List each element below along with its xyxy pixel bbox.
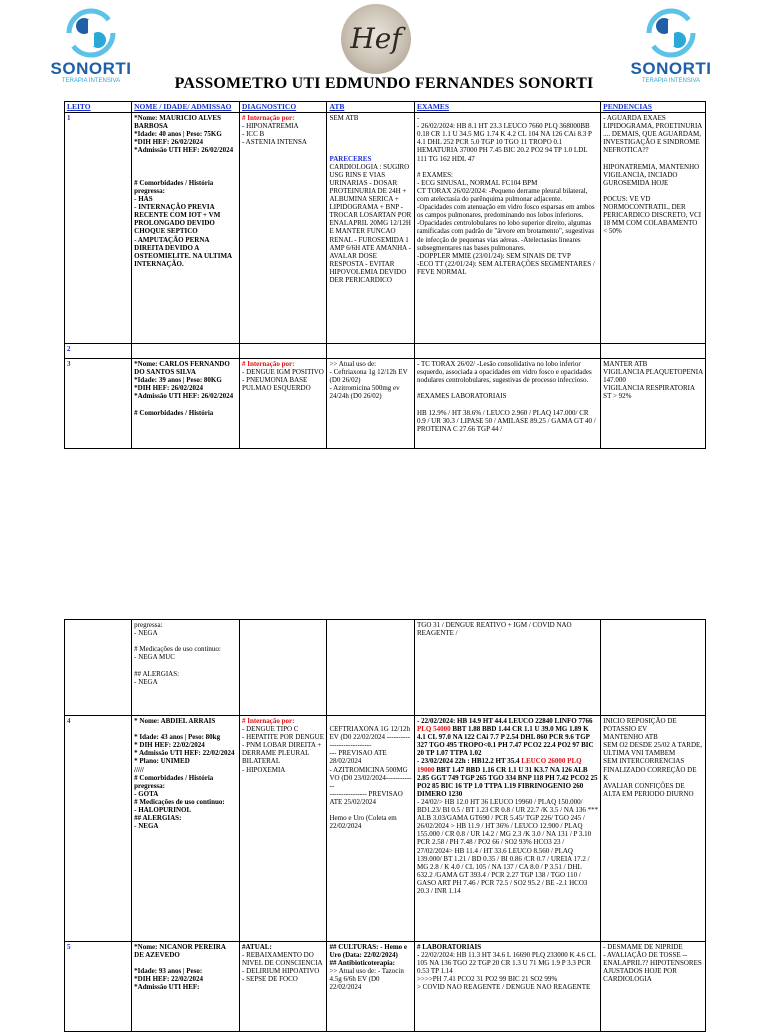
col-header-pendencias: PENDENCIAS (601, 102, 706, 113)
patient-table-page2 (64, 619, 706, 1032)
text-line: - NEGA MUC (134, 653, 175, 662)
text-line (329, 130, 412, 138)
text-line (329, 717, 412, 725)
exams-cell (414, 359, 600, 449)
col-header-diagnostico: DIAGNOSTICO (239, 102, 327, 113)
text-line: - SEPSE DE FOCO (241, 975, 298, 984)
text-line (417, 163, 598, 171)
text-line: >>>>PH 7.41 PCO2 31 PO2 99 BIC 21 SO2 99% (416, 975, 558, 984)
text-line: - AGUARDA EXAES LIPIDOGRAMA, PROETINURIA .... DEMAIS, QUE AGUARDAM, INVESTIGAÇÃO E SINDROME NEFROTICA?? (603, 114, 702, 155)
text-line: - Ceftriaxona 1g 12/12h EV (D0 26/02) (329, 368, 408, 385)
text-line: SEM O2 DESDE 25/02 A TARDE, ULTIMA VNI TAMBEM (603, 741, 703, 758)
text-line: VIGILANCIA PLAQUETOPENIA 147.000 (603, 368, 703, 385)
text-line: * Admissão UTI HEF: 22/02/2024 (134, 749, 235, 758)
empty-cell (132, 344, 240, 359)
pending-cell (601, 716, 706, 942)
cultures-title: ## CULTURAS: - Hemo e Uro (Data: 22/02/2024) (329, 943, 408, 960)
pending-cell (601, 359, 706, 449)
text-line: - 24/02/> HB 12.0 HT 36 LEUCO 19960 / PLAQ 150.000/ BD1.23/ BI 0.5 / BT 1.23 CR 0.8 / UR 22.7 /K 3.5 / NA 136 *** ALB 3.03/GAMA GT690 / PCR 5.45/ TGP 226/ TGO 245 / 26/02/2024 > HB 11.9 / HT 36% / LEUCO 12.900 / PLAQ 155.000 / CR 0.8 / UR 14.2 / MG 2.3 /K 3.0 / NA 131 / P 3.10 PCR 2.58 / PH 7.48 / PO2 66 / SO2 93% HCO3 23 / (416, 797, 599, 847)
text-line: ///// (134, 765, 144, 774)
logo-word-right: SONORTI (630, 59, 712, 78)
text-line: - PNM LOBAR DIREITA + DERRAME PLEURAL BILATERAL (241, 741, 322, 766)
text-line: Hemo e Uro (Coleta em 22/02/2024 (329, 814, 397, 831)
bed-number: 2 (65, 344, 132, 359)
text-line: - AMPUTAÇÃO PERNA DIREITA DEVIDO A OSTEOMIELITE. NA ULTIMA INTERNAÇÃO. (134, 235, 232, 268)
col-header-exames: EXAMES (414, 102, 600, 113)
text-line: VIGILANCIA RESPIRATORIA ST > 92% (603, 384, 695, 401)
diagnosis-cell (239, 359, 327, 449)
text-line: # Comorbidades / História (134, 408, 214, 417)
text-line: MANTER ATB (603, 360, 648, 369)
diagnosis-list (242, 725, 325, 774)
text-line: -DOPPLER MMIE (23/01/24): SEM SINAIS DE TVP (416, 251, 571, 260)
empty-cell (327, 344, 415, 359)
atb-list (329, 114, 412, 154)
exam-line-22-02: - 22/02/2024: HB 14.9 HT 44.4 LEUCO 22840 LINFO 7766 PLQ 54000 BBT 1.88 BBD 1.44 CR 1.1 U 39.0 MG 1.89 K 4.1 CL 97.0 NA 122 CAi 7.7 P 2.54 DHL 860 PCR 9.6 TGP 327 TGO 495 TROPO<0.1 PH 7.47 PCO2 22.4 PO2 97 BIC 20 TP 1.07 TTPA 1.02 (416, 717, 594, 758)
table-row (65, 344, 706, 359)
text-line: > COVID NAO REAGENTE / DENGUE NAO REAGENTE (416, 983, 591, 992)
hef-logo-text: Hef (350, 22, 402, 55)
text-line: >> Atual uso de: - Tazocin 4.5g 6/6h EV (D0 22/02/2024 (329, 967, 404, 992)
bed-number: 5 (65, 942, 132, 1032)
text-line: *DIH HEF: 26/02/2024 (134, 384, 203, 393)
text-line: AVALIAR CONFIÇÕES DE ALTA EM PERIODO DIURNO (603, 781, 694, 798)
text-line: *Idade: 40 anos | Peso: 75KG (134, 130, 222, 139)
text-line: CEFTRIAXONA 1G 12/12h EV (D0 22/02/2024 ---------------------------- (329, 725, 411, 750)
diagnosis-title: # Internação por: (241, 114, 295, 123)
text-line: # Medicações de uso continuo: (134, 797, 225, 806)
text-line (329, 146, 412, 154)
text-line: *Nome: MAURICIO ALVES BARBOSA (134, 114, 221, 131)
text-line: CT TORAX 26/02/2024: -Pequeno derrame pleural bilateral, com atelectasia do parênquima pulmonar adjacente. (416, 186, 588, 204)
atb-cell (327, 113, 415, 344)
diagnosis-title: # Internação por: (241, 360, 295, 369)
bed-number: 1 (65, 113, 132, 344)
pareceres-list (329, 163, 412, 284)
text-line: - HIPONATREMIA (241, 122, 299, 131)
text-line: * Idade: 43 anos | Peso: 80kg (134, 733, 221, 742)
text-line: GASO ART PH 7.46 / PCR 72.5 / SO2 95.2 / BE -2.1 HCO3 20.3 / INR 1.14 (416, 878, 588, 895)
patient-info-cell (132, 113, 240, 344)
diagnosis-list (242, 951, 325, 983)
empty-cell (65, 620, 132, 716)
text-line: - Azitromicina 500mg ev 24/24h (D0 26/02) (329, 384, 400, 401)
exams-cell (414, 942, 600, 1032)
text-line: - HIPOXEMIA (241, 765, 286, 774)
text-line: - DESMAME DE NIPRIDE (603, 943, 683, 951)
text-line: HIPONATREMIA, MANTENHO VIGILANCIA, INCIADO GUROSEMIDA HOJE (603, 162, 700, 187)
text-line: *DIH HEF: 22/02/2024 (134, 975, 203, 984)
diagnosis-title: #ATUAL: (241, 943, 272, 951)
text-line: # Comorbidades / História pregressa: (134, 773, 214, 790)
sonorti-logo-mark-icon (640, 6, 702, 60)
text-line: *Admissão UTI HEF: 26/02/2024 (134, 146, 234, 155)
text-line: *Admissão UTI HEF: 26/02/2024 (134, 392, 234, 401)
text-line: # Medicações de uso continuo: (134, 645, 221, 654)
text-line: >> Atual uso de: (329, 360, 377, 369)
exams-title: # LABORATORIAIS (416, 943, 482, 951)
text-line: # EXAMES: (416, 170, 453, 179)
col-header-leito: LEITO (65, 102, 132, 113)
diagnosis-list (242, 122, 325, 146)
bed-number: 3 (65, 359, 132, 449)
text-line: TGO 31 / DENGUE REATIVO + IGM / COVID NAO REAGENTE / (416, 621, 572, 638)
text-line: *Idade: 93 anos | Peso: (134, 967, 203, 976)
patient-info-cell (132, 716, 240, 942)
table-row (65, 942, 706, 1032)
pending-cell (601, 942, 706, 1032)
hef-logo (341, 4, 411, 74)
text-line: - NEGA (134, 629, 158, 638)
text-line (603, 155, 703, 163)
atb-cell (327, 942, 415, 1032)
text-line (134, 163, 237, 171)
text-line: - AVALIAÇÃO DE TOSSE -- ENALAPRIL?? HIPOTENSORES AJUSTADOS HOJE POR CARDIOLOGIA (603, 951, 702, 984)
text-line: ---------------- PREVISAO ATE 25/02/2024 (329, 789, 403, 806)
logo-sub-left: TERAPIA INTENSIVA (61, 78, 121, 84)
text-line (329, 122, 412, 130)
text-line: -ECO TT (22/01/24): SEM ALTERAÇÕES SEGMENTARES / FEVE NORMAL (416, 259, 595, 276)
atb-cell (327, 716, 415, 942)
text-line: #EXAMES LABORATORIAIS (416, 392, 507, 401)
text-line: * Plano: UNIMED (134, 757, 190, 766)
patient-info-cell (132, 942, 240, 1032)
text-line: HB 12.9% / HT 38.6% / LEUCO 2.960 / PLAQ 147.000/ CR 0.9 / UR 30.3 / LIPASE 50 / AMILASE 89.25 / GAMA GT 40 / PROTEINA C 27.66 TGP 44 / (416, 408, 596, 433)
exam-lines-later (417, 798, 598, 895)
text-line (134, 959, 237, 967)
text-line: - PNEUMONIA BASE PULMAO ESQUERDO (241, 376, 311, 393)
table-row (65, 113, 706, 344)
text-line: - 26/02/2024: HB 8.1 HT 23.3 LEUCO 7660 PLQ 368000BB 0.18 CR 1.1 U 34.5 MG 1.74 K 4.2 CL 104 NA 126 CAi 8.3 P 4.1 DHL 252 PCR 5.0 TGP 10 TGO 11 TROPO 0.1 HEMATURIA 37000 PH 7.45 BIC 20.2 PO2 94 TP 1.0 LDL 111 TG 162 HDL 47 (416, 122, 592, 163)
text-line: - INTERNAÇÃO PREVIA RECENTE COM IOT + VM PROLONGADO DEVIDO CHOQUE SEPTICO (134, 203, 221, 236)
diagnosis-cell (239, 113, 327, 344)
col-header-atb: ATB (327, 102, 415, 113)
text-line (417, 401, 598, 409)
diagnosis-title: # Internação por: (241, 717, 295, 725)
col-header-nome: NOME / IDADE/ ADMISSAO (132, 102, 240, 113)
text-line (134, 637, 237, 645)
text-line: POCUS: VE VD NORMOCONTRATIL, DER PERICARDICO DISCRETO, VCI 18 MM COM COLABAMENTO < 50% (603, 195, 702, 236)
exams-cell (414, 620, 600, 716)
text-line: *Idade: 39 anos | Peso: 80KG (134, 376, 222, 385)
atb-cell (327, 359, 415, 449)
text-line: SEM INTERCORRENCIAS (603, 757, 685, 766)
logo-sub-right: TERAPIA INTENSIVA (641, 78, 701, 84)
logo-word-left: SONORTI (50, 59, 132, 78)
text-line (134, 401, 237, 409)
text-line: - HALOPURINOL (134, 806, 192, 815)
sonorti-logo-mark-icon (60, 6, 122, 60)
text-line: - NEGA (134, 677, 158, 686)
pending-cell (601, 113, 706, 344)
table-row (65, 716, 706, 942)
text-line: - GOTA (134, 789, 159, 798)
page-title: PASSOMETRO UTI EDMUNDO FERNANDES SONORTI (174, 75, 594, 92)
text-line: *Admissão UTI HEF: (134, 983, 200, 992)
patient-info-cell (132, 359, 240, 449)
table-header-row (65, 102, 706, 113)
patient-info-cell (132, 620, 240, 716)
text-line (134, 155, 237, 163)
text-line: --- PREVISAO ATE 28/02/2024 (329, 749, 387, 766)
patient-table-page1 (64, 101, 706, 449)
sonorti-logo-left (46, 6, 136, 85)
empty-cell (239, 620, 327, 716)
text-line: ## ALERGIAS: (134, 669, 180, 678)
exam-lines (417, 951, 598, 991)
text-line (134, 661, 237, 669)
text-line: - HAS (134, 195, 153, 204)
exams-cell (414, 113, 600, 344)
sonorti-logo-right (626, 6, 716, 85)
antibiotic-title: ## Antibioticoterapia: (329, 959, 396, 968)
text-line: - AZITROMICINA 500MG VO (D0 23/02/2024------------- (329, 765, 412, 790)
exams-cell (414, 716, 600, 942)
atb-list (329, 967, 412, 991)
pareceres-title: PARECERES (329, 154, 372, 163)
text-line (329, 138, 412, 146)
empty-cell (239, 344, 327, 359)
bed-number: 4 (65, 716, 132, 942)
text-line: -Opacidades com atenuação em vidro fosco esparsas em ambos os campos pulmonares, predominando nos lobos inferiores. (416, 203, 595, 220)
text-line (134, 725, 237, 733)
text-line: - DENGUE TIPO C (241, 725, 299, 734)
text-line: *Nome: CARLOS FERNANDO DO SANTOS SILVA (134, 360, 230, 377)
empty-cell (601, 344, 706, 359)
text-line: - ICC B (241, 130, 265, 139)
text-line: # Comorbidades / História pregressa: (134, 178, 214, 195)
text-line: - NEGA (134, 822, 159, 831)
text-line (134, 171, 237, 179)
empty-cell (601, 620, 706, 716)
text-line: - ASTENIA INTENSA (241, 138, 307, 147)
text-line: *DIH HEF: 26/02/2024 (134, 138, 203, 147)
text-line: - 22/02/2024: HB 11.3 HT 34.6 L 16690 PLQ 233000 K 4.6 CL 105 NA 136 TGO 22 TGP 20 CR 1.3 U 71 MG 1.9 P 3.3 PCR 0.53 TP 1.14 (416, 951, 596, 976)
text-line (329, 806, 412, 814)
diagnosis-cell (239, 942, 327, 1032)
diagnosis-list (242, 368, 325, 392)
text-line: CARDIOLOGIA : SUGIRO USG RINS E VIAS URINARIAS - DOSAR PROTEINURIA DE 24H + ALBUMINA SERICA + LIPIDOGRAMA + BNP - TROCAR LOSARTAN POR ENALAPRIL 20MG 12/12H E MANTER FUNCAO RENAL - FUROSEMIDA 1 AMP 6/6H ATE AMANHA - AVALAR DOSE RESPOSTA - EVITAR HIPOVOLEMIA DEVIDO DER PERICARDICO (329, 162, 412, 284)
empty-cell (414, 344, 600, 359)
text-line: INICIO REPOSIÇÃO DE POTASSIO EV (603, 717, 677, 734)
text-line: - REBAIXAMENTO DO NIVEL DE CONSCIENCIA (241, 951, 323, 968)
text-line: - (416, 114, 420, 123)
text-line: *Nome: NICANOR PEREIRA DE AZEVEDO (134, 943, 226, 960)
text-line: * Nome: ABDIEL ARRAIS (134, 717, 216, 725)
text-line: MANTENHO ATB (603, 733, 658, 742)
text-line (417, 384, 598, 392)
text-line: SEM ATB (329, 114, 359, 123)
text-line: FINALIZADO CORREÇÃO DE K (603, 765, 697, 782)
text-line: - DENGUE IGM POSITIVO (241, 368, 324, 377)
text-line: - ECG SINUSAL, NORMAL FC104 BPM (416, 178, 538, 187)
text-line: - DELIRIUM HIPOATIVO (241, 967, 320, 976)
empty-cell (327, 620, 415, 716)
text-line (603, 187, 703, 195)
text-line: * DIH HEF: 22/02/2024 (134, 741, 205, 750)
text-line: pregressa: (134, 621, 163, 629)
text-line: 27/02/2024> HB 11.4 / HT 33.6 LEUCO 8.560 / PLAQ 139.000/ BT 1.21 / BD 0.35 / BI 0.86 /CR 0.7 / UREIA 17.2 / MG 2.8 / K 4.0 / CL 105 / NA 137 / CA 8.0 / P 3.51 / DHL 632.2 /GAMA GT 393.4 / PCR 2.27 TGP 138 / TGO 110 / (416, 846, 590, 879)
diagnosis-cell (239, 716, 327, 942)
text-line: - TC TORAX 26/02/ -Lesão consolidativa no lobo inferior esquerdo, associada a opacidades em vidro fosco e opacidades nodulares centrolobulares, sugestivas de processo infeccioso. (416, 360, 592, 385)
text-line: ## ALERGIAS: (134, 814, 182, 823)
exam-line-23-02: - 23/02/2024 22h : HB12.2 HT 35.4 LEUCO 26000 PLQ 19000 BBT 1.47 BBD 1.16 CR 1.1 U 31 K3.7 NA 126 ALB 2.85 GGT 749 TGP 265 TGO 334 BNP 118 PH 7.42 PCO2 25 PO2 85 BIC 16 TP 1.0 TTPA 1.19 FIBRINOGENIO 260 DIMERO 1230 (416, 757, 598, 798)
table-row (65, 620, 706, 716)
text-line: -Opacidades centrolobulares no lobo superior direito, algumas ramificadas com padrão de "árvore em brotamento", sugestivas de infecção de pequenas vias aéreas. -Atelectasias lineares subsegmentares nas bases pulmonares. (416, 219, 595, 252)
text-line: - HEPATITE POR DENGUE (241, 733, 324, 742)
table-row (65, 359, 706, 449)
